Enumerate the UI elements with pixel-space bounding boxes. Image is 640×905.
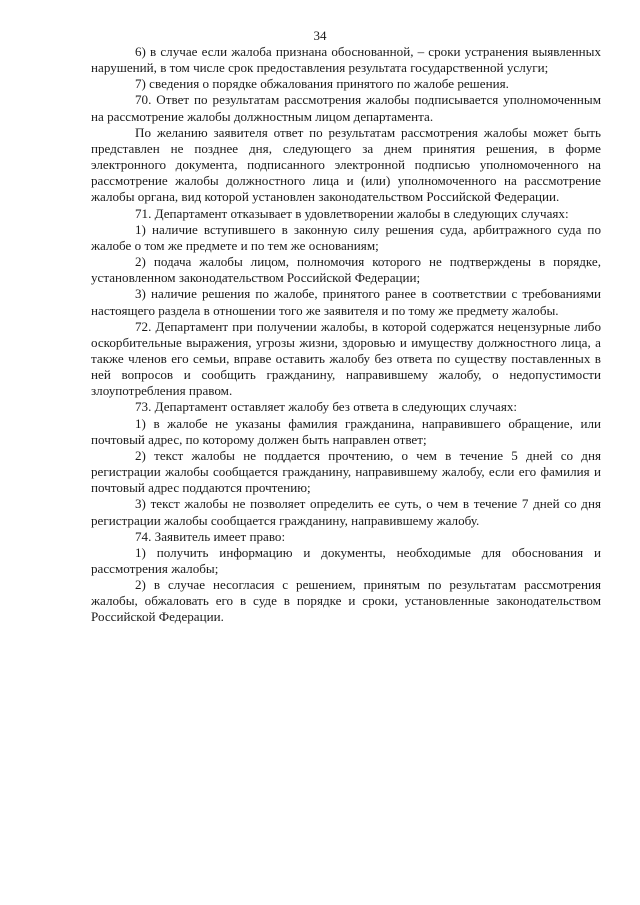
page-number: 34 [313, 28, 327, 43]
paragraph-clause-71: 71. Департамент отказывает в удовлетворении жалобы в следующих случаях: [135, 205, 569, 221]
paragraph-clause-72: 72. Департамент при получении жалобы, в которой содержатся нецензурные либо оскорбительные выражения, угрозы жизни, здоровью и имуществу должностного лица, а также членов его семьи, вправе оставить жалобу без ответа по существу поставленных в ней вопросов и сообщить гражданину, направившему жалобу, о недопустимости злоупотребления правом. [91, 318, 601, 399]
paragraph-clause-71-item-1: 1) наличие вступившего в законную силу решения суда, арбитражного суда по жалобе о том же предмете и по тем же основаниям; [91, 221, 601, 253]
paragraph-clause-73-item-3: 3) текст жалобы не позволяет определить ее суть, о чем в течение 7 дней со дня регистрации жалобы сообщается гражданину, направившему жалобу. [91, 496, 601, 528]
paragraph-clause-73: 73. Департамент оставляет жалобу без ответа в следующих случаях: [135, 399, 518, 415]
paragraph-clause-71-item-2: 2) подача жалобы лицом, полномочия которого не подтверждены в порядке, установленном законодательством Российской Федерации; [91, 254, 601, 286]
document-body [91, 44, 601, 626]
paragraph-item-7-appeal-procedure: 7) сведения о порядке обжалования принятого по жалобе решения. [135, 76, 509, 92]
paragraph-clause-70: 70. Ответ по результатам рассмотрения жалобы подписывается уполномоченным на рассмотрение жалобы должностным лицом департамента. [91, 92, 601, 124]
paragraph-electronic-response: По желанию заявителя ответ по результатам рассмотрения жалобы может быть представлен не позднее дня, следующего за днем принятия решения, в форме электронного документа, подписанного электронной подписью уполномоченного на рассмотрение жалобы должностного лица и (или) уполномоченного на рассмотрение жалобы органа, вид которой установлен законодательством Российской Федерации. [91, 124, 601, 205]
paragraph-clause-74-item-1: 1) получить информацию и документы, необходимые для обоснования и рассмотрения жалобы; [91, 544, 601, 576]
paragraph-item-6-deadlines: 6) в случае если жалоба признана обоснованной, – сроки устранения выявленных нарушений, в том числе срок предоставления результата государственной услуги; [91, 44, 601, 76]
paragraph-clause-73-item-2: 2) текст жалобы не поддается прочтению, о чем в течение 5 дней со дня регистрации жалобы сообщается гражданину, направившему жалобу, если его фамилия и почтовый адрес поддаются прочтению; [91, 447, 601, 496]
paragraph-clause-74-item-2: 2) в случае несогласия с решением, принятым по результатам рассмотрения жалобы, обжаловать его в суде в порядке и сроки, установленные законодательством Российской Федерации. [91, 577, 601, 625]
paragraph-clause-73-item-1: 1) в жалобе не указаны фамилия гражданина, направившего обращение, или почтовый адрес, по которому должен быть направлен ответ; [91, 415, 601, 447]
paragraph-clause-74: 74. Заявитель имеет право: [135, 528, 286, 544]
paragraph-clause-71-item-3: 3) наличие решения по жалобе, принятого ранее в соответствии с требованиями настоящего раздела в отношении того же заявителя и по тому же предмету жалобы. [91, 286, 601, 318]
